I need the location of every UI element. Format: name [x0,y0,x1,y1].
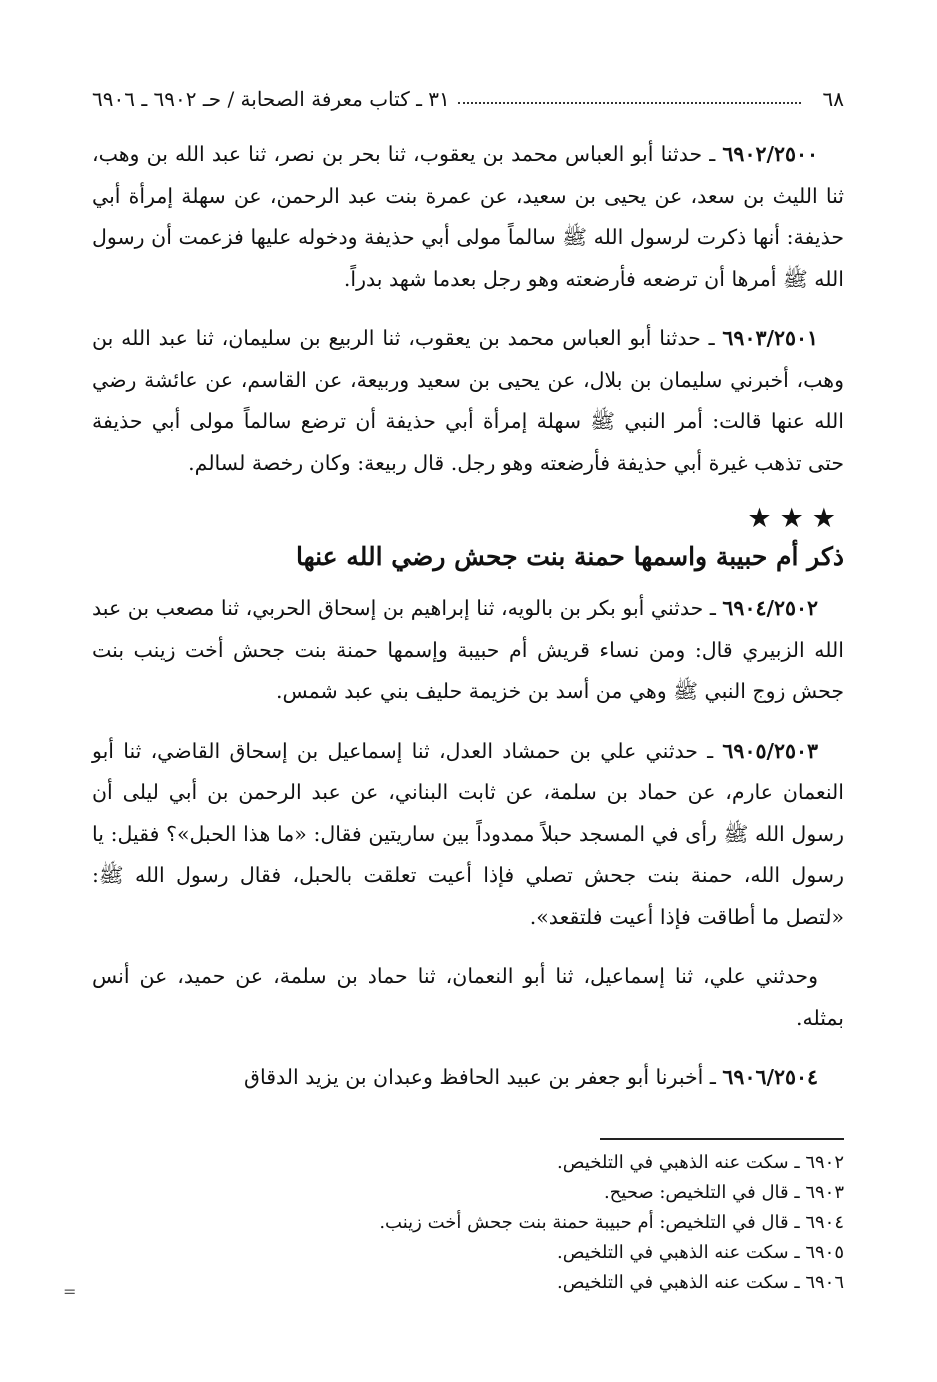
running-title: ٣١ ـ كتاب معرفة الصحابة / حـ ٦٩٠٢ ـ ٦٩٠٦ [92,87,450,111]
hadith-number: ٦٩٠٦/٢٥٠٤ [722,1065,818,1089]
section-divider-stars: ★★★ [747,503,844,534]
header-leader-dots [458,102,801,104]
footnote-item: ٦٩٠٦ ـ سكت عنه الذهبي في التلخيص. [557,1272,844,1293]
footnotes [92,1148,844,1298]
footnote-separator [600,1138,844,1140]
footnote-item: ٦٩٠٣ ـ قال في التلخيص: صحيح. [603,1182,844,1203]
hadith-number: ٦٩٠٢/٢٥٠٠ [722,142,818,166]
hadith-text: ـ حدثنا أبو العباس محمد بن يعقوب، ثنا بحر بن نصر، ثنا عبد الله بن وهب، ثنا الليث بن سعد، عن يحيى بن سعيد، عن عمرة بنت عبد الرحمن، عن سهلة إمرأة أبي حذيفة: أنها ذكرت لرسول الله ﷺ سالماً مولى أبي حذيفة ودخوله عليها فزعمت أن رسول الله ﷺ أمرها أن ترضعه فأرضعته وهو رجل بعدما شهد بدراً. [92,142,844,291]
hadith-number: ٦٩٠٥/٢٥٠٣ [722,738,818,763]
page-number: ٦٨ [822,87,844,111]
hadith-text: وحدثني علي، ثنا إسماعيل، ثنا أبو النعمان، ثنا حماد بن سلمة، عن حميد، عن أنس بمثله. [92,964,844,1030]
footnote-item: ٦٩٠٥ ـ سكت عنه الذهبي في التلخيص. [557,1242,844,1263]
hadith-text: ـ حدثني أبو بكر بن بالويه، ثنا إبراهيم بن إسحاق الحربي، ثنا مصعب بن عبد الله الزبيري قال: ومن نساء قريش أم حبيبة وإسمها حمنة بنت جحش أخت زينب بنت جحش زوج النبي ﷺ وهي من أسد بن خزيمة حليف بني عبد شمس. [92,596,844,703]
hadith-paragraph [92,731,844,939]
hadith-text: ـ حدثنا أبو العباس محمد بن يعقوب، ثنا الربيع بن سليمان، ثنا عبد الله بن وهب، أخبرني سليمان بن بلال، عن يحيى بن سعيد وربيعة، عن القاسم، عن عائشة رضي الله عنها قالت: أمر النبي ﷺ سهلة إمرأة أبي حذيفة أن ترضع سالماً مولى أبي حذيفة حتى تذهب غيرة أبي حذيفة فأرضعته وهو رجل. قال ربيعة: وكان رخصة لسالم. [92,326,844,475]
hadith-number: ٦٩٠٣/٢٥٠١ [722,326,818,350]
hadith-text: ـ حدثني علي بن حمشاد العدل، ثنا إسماعيل بن إسحاق القاضي، ثنا أبو النعمان عارم، عن حماد بن سلمة، عن ثابت البناني، عن عبد الرحمن بن أبي ليلى أن رسول الله ﷺ رأى في المسجد حبلاً ممدوداً بين ساريتين فقال: «ما هذا الحبل»؟ فقيل: يا رسول الله، حمنة بنت جحش تصلي فإذا أعيت تعلقت بالحبل، فقال رسول الله ﷺ: «لتصل ما أطاقت فإذا أعيت فلتقعد». [92,738,844,929]
hadith-paragraph [92,956,844,1039]
hadith-paragraph [92,588,844,713]
hadith-paragraph [92,134,844,300]
page-header [92,82,844,116]
margin-mark: = [63,1282,77,1301]
hadith-paragraph [92,1057,844,1099]
hadith-text: ـ أخبرنا أبو جعفر بن عبيد الحافظ وعبدان بن يزيد الدقاق [244,1065,723,1089]
section-heading: ذكر أم حبيبة واسمها حمنة بنت جحش رضي الله عنها [296,542,844,571]
hadith-number: ٦٩٠٤/٢٥٠٢ [722,596,818,620]
footnote-item: ٦٩٠٢ ـ سكت عنه الذهبي في التلخيص. [557,1152,844,1173]
main-text [92,134,844,1117]
hadith-paragraph [92,318,844,484]
footnote-item: ٦٩٠٤ ـ قال في التلخيص: أم حبيبة حمنة بنت جحش أخت زينب. [379,1212,844,1233]
